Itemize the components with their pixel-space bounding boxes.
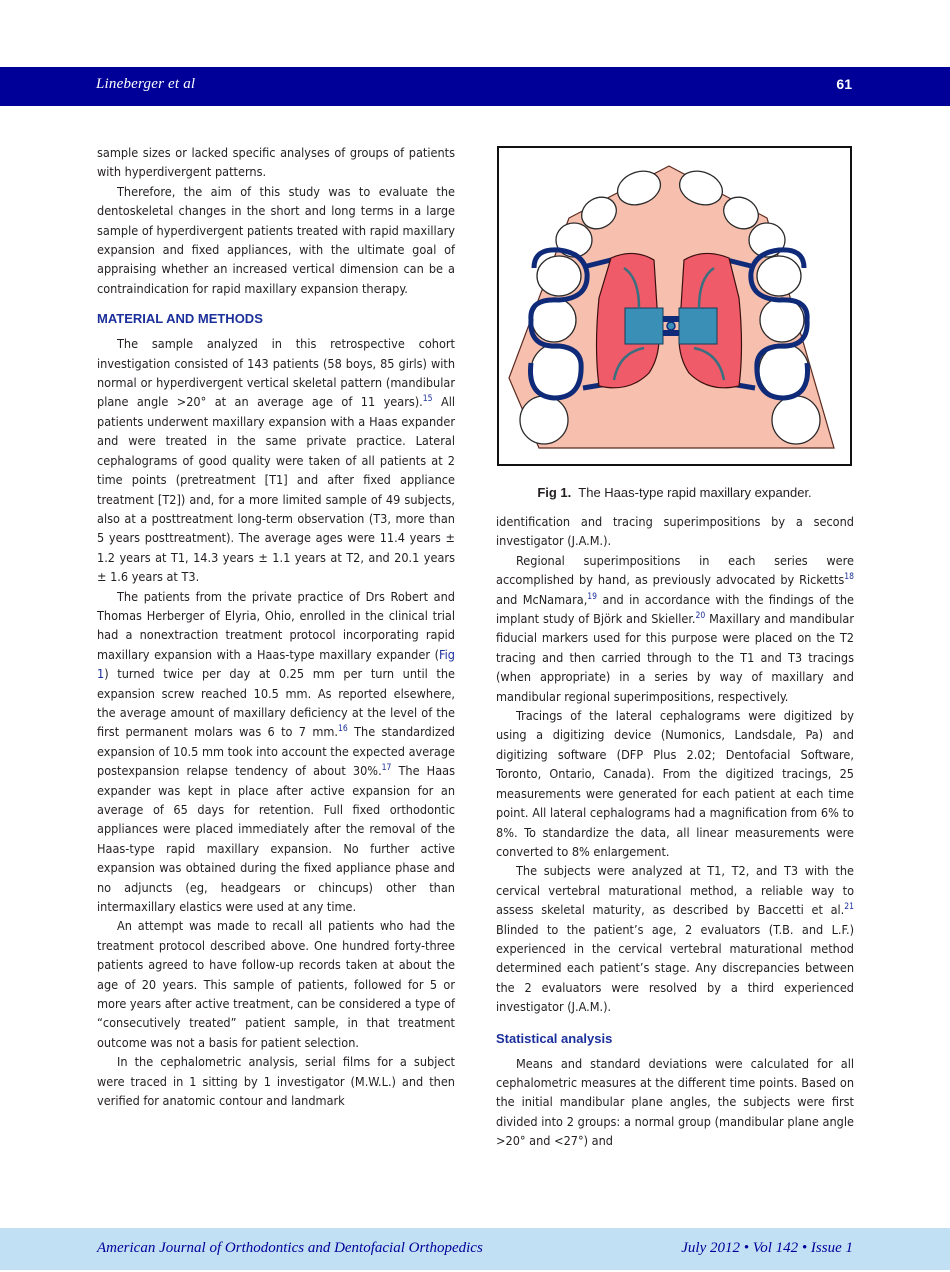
expander-illustration-icon <box>499 148 850 464</box>
paragraph <box>496 551 854 706</box>
text: and McNamara, <box>496 591 588 607</box>
running-title: Lineberger et al <box>96 76 196 92</box>
text: Blinded to the patient’s age, 2 evaluators (T.B. and L.F.) experienced in the cervical vertebral maturational method determined each patient’s stage. Any discrepancies between the 2 evaluators were resolved by a third experienced investigator (J.A.M.). <box>496 921 854 1015</box>
text: The patients from the private practice of Drs Robert and Thomas Herberger of Elyria, Ohio, enrolled in the clinical trial had a nonextraction treatment protocol incorporating rapid maxillary expansion with a Haas-type maxillary expander ( <box>97 588 455 662</box>
section-heading: MATERIAL AND METHODS <box>97 311 263 327</box>
figure-link[interactable]: Fig 1 <box>97 646 455 682</box>
text: The sample analyzed in this retrospective cohort investigation consisted of 143 patients (58 boys, 85 girls) with normal or hyperdivergent vertical skeletal pattern (mandibular plane angle >20° at an average age of 11 years). <box>97 336 455 410</box>
figure-caption <box>497 485 852 500</box>
figure-1-haas-expander-illustration <box>497 146 852 466</box>
paragraph: identification and tracing superimpositions by a second investigator (J.A.M.). <box>496 514 854 549</box>
citation-link[interactable]: 20 <box>695 611 706 622</box>
subsection-heading: Statistical analysis <box>496 1030 613 1046</box>
left-column <box>97 143 455 1111</box>
paragraph: sample sizes or lacked specific analyses of groups of patients with hyperdivergent patterns. <box>97 145 455 180</box>
citation-link[interactable]: 21 <box>844 902 854 913</box>
text: The standardized expansion of 10.5 mm took into account the expected average postexpansion relapse tendency of about 30%. <box>97 724 456 779</box>
text: All patients underwent maxillary expansion with a Haas expander and were treated in the same private practice. Lateral cephalograms of good quality were taken of all patients at 2 time points (pretreatment [T1] and after fixed appliance treatment [T2]) and, for a more limited sample of 49 subjects, also at a posttreatment long-term observation (T3, more than 5 years posttreatment). The average ages were 11.4 years ± 1.2 years at T1, 14.3 years ± 1.1 years at T2, and 20.1 years ± 1.6 years at T3. <box>97 394 455 585</box>
citation-link[interactable]: 18 <box>844 572 854 583</box>
text: Regional superimpositions in each series were accomplished by hand, as previously advocated by Ricketts <box>496 552 854 588</box>
paragraph <box>97 334 455 586</box>
figure-label: Fig 1. <box>537 485 572 500</box>
citation-link[interactable]: 17 <box>381 763 392 774</box>
figure-caption-text: The Haas-type rapid maxillary expander. <box>578 485 812 500</box>
citation-link[interactable]: 15 <box>422 394 433 405</box>
right-column <box>496 512 854 1151</box>
text: and in accordance with the findings of the implant study of Björk and Skieller. <box>496 591 855 627</box>
text: The subjects were analyzed at T1, T2, and T3 with the cervical vertebral maturational method, a reliable way to assess skeletal maturity, as described by Baccetti et al. <box>496 863 854 918</box>
paragraph <box>97 587 455 917</box>
citation-link[interactable]: 19 <box>587 591 598 602</box>
page-number: 61 <box>836 76 852 92</box>
paragraph: Means and standard deviations were calculated for all cephalometric measures at the different time points. Based on the initial mandibular plane angles, the subjects were first divided into 2 groups: a normal group (mandibular plane angle >20° and <27°) and <box>496 1055 854 1149</box>
paragraph <box>496 861 854 1016</box>
text: Maxillary and mandibular fiducial markers used for this purpose were placed on the T2 tracing and then carried through to the T1 and T3 tracings (when appropriate) in a series by way of maxillary and mandibular regional superimpositions, respectively. <box>496 611 854 704</box>
paragraph: Tracings of the lateral cephalograms were digitized by using a digitizing device (Numonics, Landsdale, Pa) and digitizing software (DFP Plus 2.02; Dentofacial Software, Toronto, Ontario, Canada). From the digitized tracings, 25 measurements were generated for each patient at each time point. All lateral cephalograms had a magnification from 6% to 8%. To standardize the data, all linear measurements were converted to 8% enlargement. <box>496 708 854 859</box>
text: The Haas expander was kept in place after active expansion for an average of 65 days for retention. Full fixed orthodontic appliances were placed immediately after the removal of the Haas-type rapid maxillary expansion. No further active expansion was obtained during the fixed appliance phase and no adjuncts (eg, headgears or chincups) other than intermaxillary elastics were used at any time. <box>97 763 455 915</box>
paragraph: In the cephalometric analysis, serial films for a subject were traced in 1 sitting by 1 investigator (M.W.L.) and then verified for anatomic contour and landmark <box>97 1054 455 1109</box>
paragraph: Therefore, the aim of this study was to evaluate the dentoskeletal changes in the short and long terms in a large sample of hyperdivergent patients treated with rapid maxillary expansion and fixed appliances, with the ultimate goal of appraising whether an increased vertical dimension can be a contraindication for rapid maxillary expansion therapy. <box>97 183 455 296</box>
paragraph: An attempt was made to recall all patients who had the treatment protocol described above. One hundred forty-three patients agreed to have follow-up records taken at about the age of 20 years. This sample of patients, followed for 5 or more years after active treatment, can be considered a type of “consecutively treated” patient sample, in that treatment outcome was not a basis for patient selection. <box>97 918 455 1050</box>
text: ) turned twice per day at 0.25 mm per turn until the expansion screw reached 10.5 mm. As reported elsewhere, the average amount of maxillary deficiency at the level of the first permanent molars was 6 to 7 mm. <box>97 666 455 740</box>
issue-info: July 2012 • Vol 142 • Issue 1 <box>681 1240 853 1256</box>
journal-name: American Journal of Orthodontics and Dentofacial Orthopedics <box>97 1240 483 1256</box>
citation-link[interactable]: 16 <box>338 724 348 735</box>
